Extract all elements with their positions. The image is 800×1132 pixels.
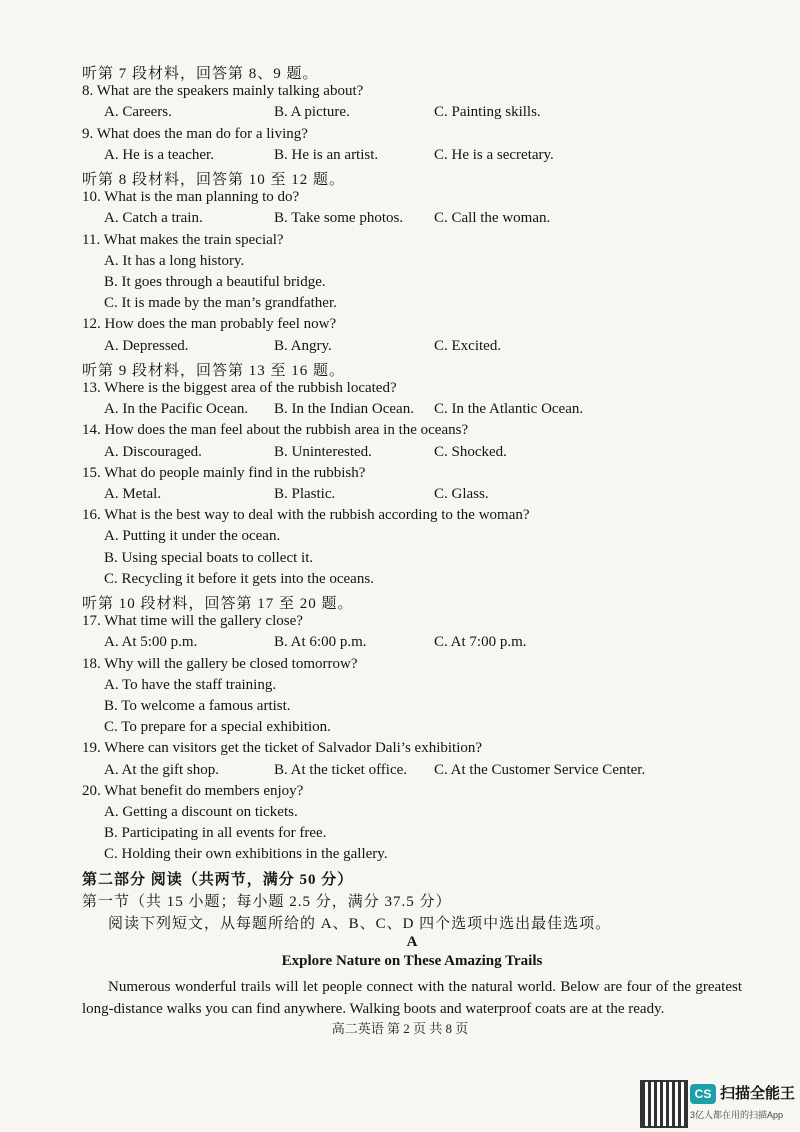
passage-paragraph: Numerous wonderful trails will let people connect with the natural world. Below are four of the greatest long-distance walks you can find anywhere. Walking boots and waterproof coats are at the ready.	[82, 978, 742, 1017]
scanner-app-name: 扫描全能王	[720, 1085, 796, 1102]
option-row	[104, 338, 744, 358]
answer-option: C. Holding their own exhibitions in the gallery.	[104, 846, 388, 863]
answer-option: A. At 5:00 p.m.	[104, 634, 198, 651]
option-row	[104, 104, 744, 124]
listening-instruction: 听第 8 段材料，回答第 10 至 12 题。	[82, 172, 346, 188]
option-row	[104, 634, 744, 654]
question: 8. What are the speakers mainly talking about?	[82, 83, 364, 100]
answer-option: A. Putting it under the ocean.	[104, 528, 281, 545]
answer-option: B. He is an artist.	[274, 146, 379, 163]
part-heading: 第二部分 阅读（共两节，满分 50 分）	[82, 871, 354, 888]
question: 14. How does the man feel about the rubbish area in the oceans?	[82, 422, 469, 439]
answer-option: B. Uninterested.	[274, 443, 372, 460]
option-row	[104, 762, 744, 782]
question: 13. Where is the biggest area of the rubbish located?	[82, 380, 397, 396]
page-footer: 高二英语 第 2 页 共 8 页	[331, 1021, 469, 1036]
answer-option: B. Using special boats to collect it.	[104, 549, 314, 566]
answer-option: C. At the Customer Service Center.	[434, 761, 646, 778]
answer-option: B. In the Indian Ocean.	[274, 401, 414, 418]
answer-option: C. It is made by the man’s grandfather.	[104, 295, 337, 312]
answer-option: C. He is a secretary.	[434, 146, 554, 163]
answer-option: C. At 7:00 p.m.	[434, 634, 527, 651]
answer-option: C. Shocked.	[434, 443, 507, 460]
question: 15. What do people mainly find in the rubbish?	[82, 464, 366, 481]
qr-code-icon	[640, 1080, 688, 1128]
reading-instruction: 阅读下列短文，从每题所给的 A、B、C、D 四个选项中选出最佳选项。	[108, 915, 612, 932]
answer-option: A. Depressed.	[104, 337, 189, 354]
question: 9. What does the man do for a living?	[82, 125, 308, 142]
answer-option: B. At the ticket office.	[274, 761, 408, 778]
scanner-tagline: 3亿人都在用的扫描App	[690, 1110, 784, 1120]
answer-option: B. Take some photos.	[274, 210, 404, 227]
answer-option: C. Painting skills.	[434, 104, 541, 121]
question: 16. What is the best way to deal with the rubbish according to the woman?	[82, 507, 530, 524]
option-row	[104, 486, 744, 506]
answer-option: B. To welcome a famous artist.	[104, 698, 291, 714]
answer-option: B. A picture.	[274, 104, 350, 121]
question: 11. What makes the train special?	[82, 231, 284, 248]
option-row	[104, 147, 744, 167]
option-row	[104, 401, 744, 421]
passage-title: Explore Nature on These Amazing Trails	[281, 952, 543, 969]
listening-instruction: 听第 9 段材料，回答第 13 至 16 题。	[82, 362, 346, 379]
answer-option: C. Excited.	[434, 337, 502, 354]
scanner-watermark	[640, 1080, 800, 1126]
option-row	[104, 444, 744, 464]
answer-option: C. In the Atlantic Ocean.	[434, 401, 584, 418]
question: 17. What time will the gallery close?	[82, 613, 303, 630]
answer-option: C. Glass.	[434, 486, 489, 502]
option-row	[104, 210, 744, 230]
answer-option: B. Angry.	[274, 337, 332, 354]
answer-option: A. In the Pacific Ocean.	[104, 401, 249, 418]
listening-instruction: 听第 7 段材料，回答第 8、9 题。	[82, 66, 319, 82]
answer-option: C. To prepare for a special exhibition.	[104, 719, 331, 736]
section-heading: 第一节（共 15 小题；每小题 2.5 分，满分 37.5 分）	[82, 893, 452, 910]
answer-option: A. To have the staff training.	[104, 676, 277, 693]
answer-option: B. It goes through a beautiful bridge.	[104, 274, 326, 290]
question: 20. What benefit do members enjoy?	[82, 782, 304, 799]
answer-option: C. Call the woman.	[434, 210, 551, 227]
answer-option: A. Discouraged.	[104, 443, 202, 460]
answer-option: A. Catch a train.	[104, 210, 203, 227]
answer-option: A. It has a long history.	[104, 252, 245, 269]
answer-option: C. Recycling it before it gets into the oceans.	[104, 570, 374, 587]
answer-option: A. Careers.	[104, 104, 172, 121]
answer-option: B. Participating in all events for free.	[104, 825, 327, 842]
question: 10. What is the man planning to do?	[82, 189, 300, 206]
cs-logo-icon: CS	[690, 1084, 716, 1104]
question: 18. Why will the gallery be closed tomorrow?	[82, 655, 358, 672]
answer-option: A. At the gift shop.	[104, 761, 219, 778]
question: 19. Where can visitors get the ticket of Salvador Dali’s exhibition?	[82, 740, 483, 757]
answer-option: A. Getting a discount on tickets.	[104, 804, 298, 820]
answer-option: B. At 6:00 p.m.	[274, 634, 367, 651]
answer-option: A. Metal.	[104, 486, 162, 502]
answer-option: A. He is a teacher.	[104, 146, 214, 163]
passage-letter: A	[406, 933, 418, 950]
listening-instruction: 听第 10 段材料，回答第 17 至 20 题。	[82, 596, 354, 612]
question: 12. How does the man probably feel now?	[82, 316, 337, 333]
answer-option: B. Plastic.	[274, 486, 336, 502]
